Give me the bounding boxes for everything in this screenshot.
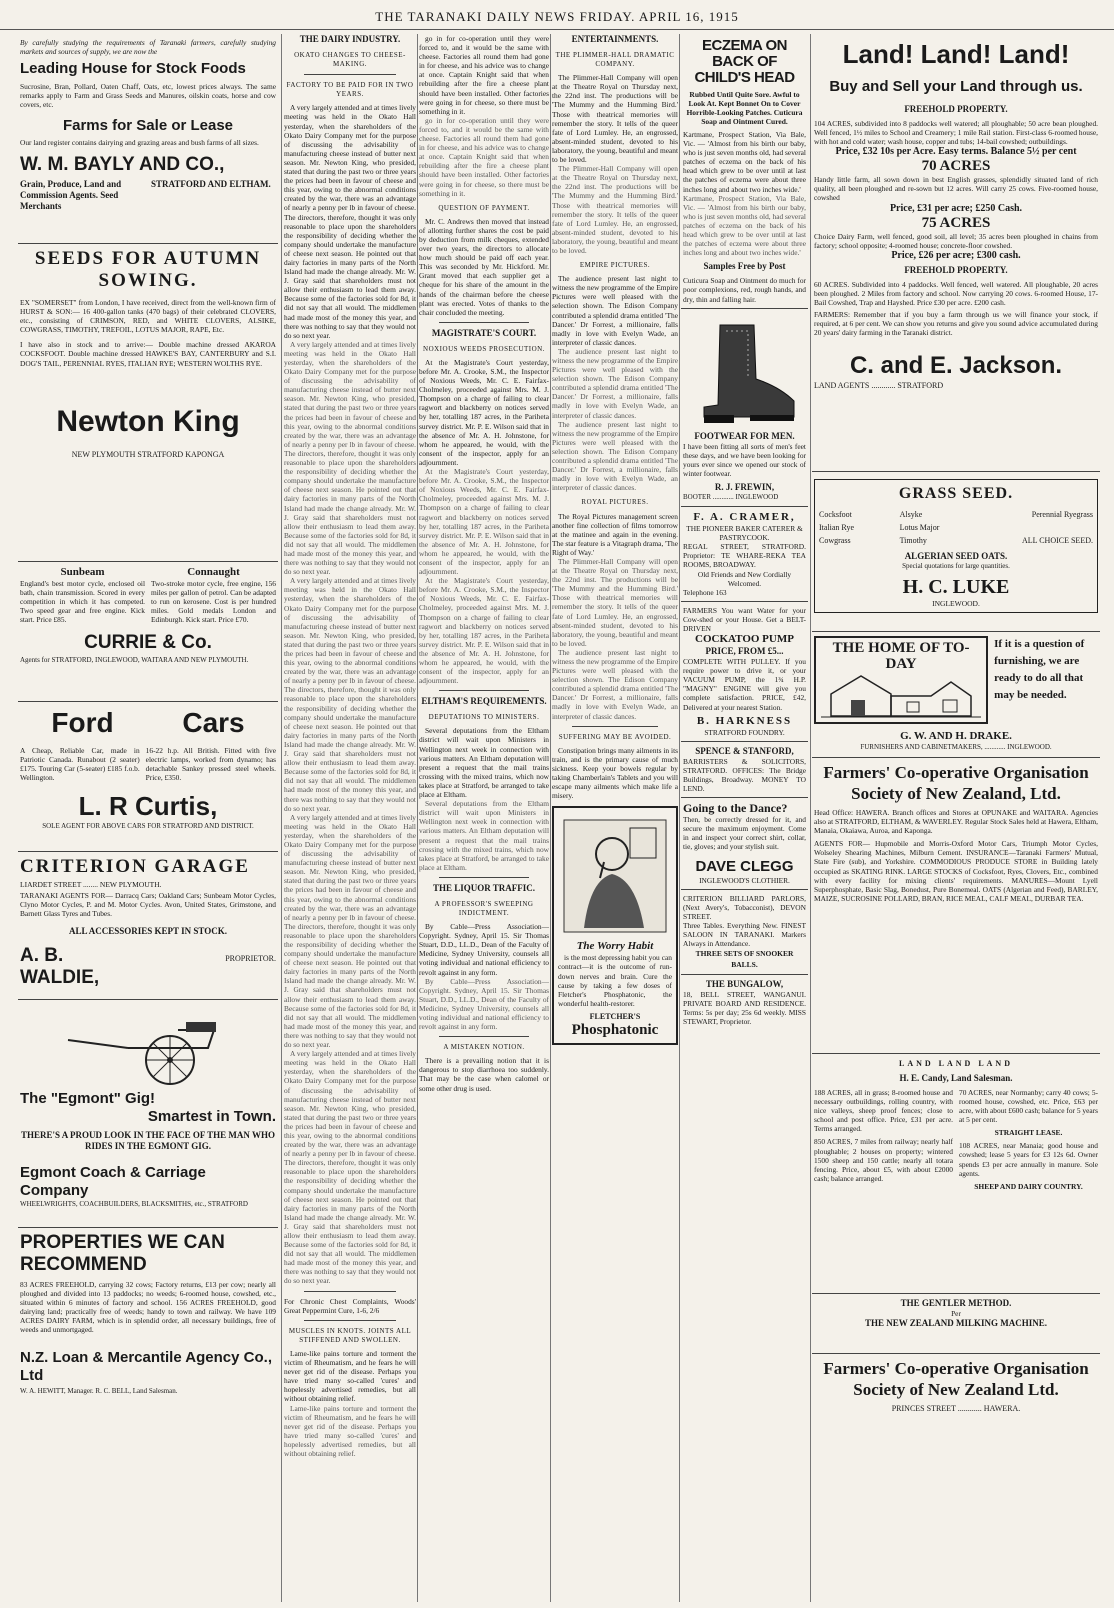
coop-offices: Head Office: HAWERA. Branch offices and Stores at OPUNAKE and WAITARA. Agencies also at STRATFORD, ELTHAM, & WAVERLEY. Regular Stock Sales held at Hawera, Eltham, Manaia, Okaiawa, Auroa, and Kaponga.	[814, 808, 1098, 836]
court-body-continued: At the Magistrate's Court yesterday, before Mr. A. Crooke, S.M., the Inspector of Noxious Weeds, Mr. C. E. Fairfax-Cholmeley, proceeded against Mrs. M. J. Thompson on a charge of failing to clear ragwort and blackberry on notices served by her, totalling 187 acres, in the Pariheta survey district. Mr. P. E. Wilson said that in the absence of Mr. A. H. Johnstone, for whom he appeared, he would, with the consent of the inspector, apply for an adjournment.	[419, 467, 549, 577]
luke-firm: H. C. LUKE	[902, 576, 1010, 599]
garage-body: TARANAKI AGENTS FOR— Darracq Cars; Oakland Cars; Sunbeam Motor Cycles, Clyno Motor Cycles, P. and M. Motor Cycles. Avon, United States, Grimstone, and Barnett Glass Tyres and Tubes.	[20, 891, 276, 919]
properties-title: PROPERTIES WE CAN RECOMMEND	[20, 1232, 225, 1275]
chest-cure-note: For Chronic Chest Complaints, Woods' Great Peppermint Cure, 1-6, 2/6	[284, 1296, 416, 1315]
spence-ad	[681, 742, 808, 798]
sunbeam-text: England's best motor cycle, enclosed oil bath, chain transmission. Scored in every competition in which it has competed. Two speed gear and free engine. Kick start. Price £85.	[20, 579, 145, 625]
eczema-body-continued: Kartmane, Prospect Station, Via Bale, Vic. — 'Almost from his birth our baby, who is just seven months old, had several patches of eczema on the back of his head which grew to be over until at last the patches of eczema were about three inches long and about two inches wide.'	[683, 193, 806, 258]
court-heading: MAGISTRATE'S COURT.	[431, 327, 537, 338]
entertainments-heading: ENTERTAINMENTS.	[571, 34, 659, 44]
cramer-name: F. A. CRAMER,	[693, 511, 796, 524]
billiard-heading: CRITERION BILLIARD PARLORS, (Next Avery's, Tobacconist), DEVON STREET.	[683, 893, 806, 921]
royal-body-continued: The audience present last night to witness the new programme of the Empire Pictures were well pleased with the selection shown. The Edison Company contributed a splendid drama entitled 'The Dancer.' Dr Forrest, a millionaire, falls madly in love with Evelyn Wade, an interpreter of classic dances.	[552, 647, 678, 721]
currie-ad	[18, 562, 278, 702]
cramer-address: REGAL STREET, STRATFORD. Proprietor: TE WHARE-REKA TEA ROOMS, BROADWAY.	[683, 542, 806, 570]
footwear-heading: FOOTWEAR FOR MEN.	[694, 430, 795, 441]
mistake-body: There is a prevailing notion that it is dangerous to stop diarrhoea too suddenly. That may be the case when calomel or some other drug is used.	[419, 1056, 549, 1093]
column-6	[812, 34, 1100, 1602]
bayly-firm-sub: Grain, Produce, Land and Commission Agents. Seed Merchants	[20, 178, 122, 211]
ford-heading: Ford	[51, 707, 114, 738]
ford-text-left: A Cheap, Reliable Car, made in Patriotic Canada. Runabout (2 seater) £175. Touring Car (5-seater) £185 f.o.b. Wellington.	[20, 746, 140, 783]
grass-seed-item: Cowgrass	[819, 536, 851, 546]
phosphatonic-brand: Phosphatonic	[571, 1021, 659, 1038]
worried-man-illustration	[560, 816, 670, 936]
waldie-role: PROPRIETOR.	[225, 954, 276, 964]
column-rule	[810, 34, 811, 1602]
eczema-heading: ECZEMA ON BACK OF CHILD'S HEAD	[694, 37, 795, 86]
column-3	[419, 34, 549, 1602]
property-70-acres: Handy little farm, all sown down in best English grasses, splendidly situated land of rich quality, all been ploughed and re-sown but 12 acres. Will carry 25 cows. Five-roomed house, cowshed	[814, 175, 1098, 203]
newton-king: Newton King	[56, 404, 240, 438]
eltham-heading: ELTHAM'S REQUIREMENTS.	[421, 696, 547, 707]
egmont-body: THERE'S A PROUD LOOK IN THE FACE OF THE MAN WHO RIDES IN THE EGMONT GIG.	[20, 1130, 276, 1151]
frewin-ad	[681, 309, 808, 507]
jackson-sub: LAND AGENTS ............ STRATFORD	[814, 381, 944, 391]
bayly-intro: By carefully studying the requirements of Taranaki farmers, carefully studying markets and sources of supply, we are now the	[20, 38, 276, 57]
curtis-firm: L. R Curtis,	[78, 791, 218, 822]
cramer-sub: THE PIONEER BAKER CATERER & PASTRYCOOK.	[686, 524, 803, 543]
samples-body: Cuticura Soap and Ointment do much for poor complexions, red, rough hands, and dry, thin and falling hair.	[683, 276, 806, 304]
farms-title: Farms for Sale or Lease	[62, 117, 234, 135]
bayly-body: Sucrosine, Bran, Pollard, Oaten Chaff, Oats, etc, lowest prices always. The same remarks apply to Farm and Grass Seeds and Manures, oilskin coats, horse and cow covers, etc.	[20, 82, 276, 110]
harkness-name: B. HARKNESS	[696, 714, 793, 727]
jackson-ad	[812, 34, 1100, 472]
property-108-acres: 108 ACRES, near Manaia; good house and cowshed; lease 5 years for £3 12s 6d. Owner spends £3 per acre annually in manure. Sole agents.	[959, 1141, 1098, 1178]
egmont-ad	[18, 1000, 278, 1228]
column-2	[284, 34, 416, 1602]
grass-seed-item	[980, 523, 1093, 532]
coop-ad	[812, 758, 1100, 1054]
seeds-title: SEEDS FOR AUTUMN SOWING.	[34, 248, 262, 291]
liquor-body: By Cable—Press Association—Copyright. Sydney, April 15. Sir Thomas Stuart, D.D., LL.D., Dean of the Faculty of Medicine, Sydney University, counsels all voting individual and national efficiency to revolt against in any form.	[419, 922, 549, 977]
dairy-body-continued: A very largely attended and at times lively meeting was held in the Okato Hall yesterday, when the shareholders of the Okato Dairy Company met for the purpose of discussing the advisability of manufacturing cheese instead of butter next season. Mr. Newton King, who presided, stated that during the past two or three years the prices had been in favour of cheese and this year, owing to the abnormal conditions created by the war, there was an advantage of nearly a penny per lb in favour of cheese. The directors, therefore, thought it was only reasonable to place upon the shareholders the responsibility of deciding whether the company should undertake the manufacture of cheese next season. He pointed out that dairy factories in many parts of the North Island had made the change already. Mr. W. J. Gray said that shareholders must not allow their enthusiasm to lead them away. Because some of the factories sold for 8d, it did not say that all would. The middlemen had made most of the money this year, and there was nothing to say that they would not do so next year.	[284, 812, 416, 1050]
ford-text-right: 16-22 h.p. All British. Fitted with five electric lamps, worked from dynamo; has detachable Sankey pressed steel wheels. Price, £350.	[145, 746, 276, 783]
mistake-heading: A MISTAKEN NOTION.	[443, 1043, 525, 1052]
dairy-body-continued: A very largely attended and at times lively meeting was held in the Okato Hall yesterday, when the shareholders of the Okato Dairy Company met for the purpose of discussing the advisability of manufacturing cheese instead of butter next season. Mr. Newton King, who presided, stated that during the past two or three years the prices had been in favour of cheese and this year, owing to the abnormal conditions created by the war, there was an advantage of nearly a penny per lb in favour of cheese. The directors, therefore, thought it was only reasonable to place upon the shareholders the responsibility of deciding whether the company should undertake the manufacture of cheese next season. He pointed out that dairy factories in many parts of the North Island had made the change already. Mr. W. J. Gray said that shareholders must not allow their enthusiasm to lead them away. Because some of the factories sold for 8d, it did not say that all would. The middlemen had made most of the money this year, and there was nothing to say that they would not do so next year.	[284, 576, 416, 813]
liquor-body-continued: By Cable—Press Association—Copyright. Sydney, April 15. Sir Thomas Stuart, D.D., LL.D., Dean of the Faculty of Medicine, Sydney University, counsels all voting individual and national efficiency to revolt against in any form.	[419, 976, 549, 1032]
property-188-acres: 188 ACRES, all in grass; 8-roomed house and necessary outbuildings, rolling country, with nice valleys, sheep proof fences; close to school and post office. Price, £31 per acre. Terms arranged.	[814, 1088, 953, 1134]
seeds-body: EX "SOMERSET" from London, I have received, direct from the well-known firm of HURST & SON:— 16 400-gallon tanks (470 bags) of their celebrated CLOVERS, etc., consisting of CRIMSON, RED, and WHITE CLOVERS, ALSIKE, COWGRASS, TIMOTHY, TREFOIL, LOTUS MAJOR, RAPE, Etc.	[20, 298, 276, 335]
waldie-firm: A. B. WALDIE,	[20, 945, 100, 989]
grass-seed-item: Italian Rye	[819, 523, 854, 533]
spence-body: BARRISTERS & SOLICITORS, STRATFORD. OFFICES: The Bridge Buildings, Broadway. MONEY TO LEND.	[683, 756, 806, 794]
ford-ad	[18, 702, 278, 852]
dance-body: Then, be correctly dressed for it, and secure the maximum enjoyment. Come in and inspect your correct shirt, collar, tie, gloves; and your stylish suit.	[683, 815, 806, 852]
garage-kept: ALL ACCESSORIES KEPT IN STOCK.	[69, 926, 227, 937]
empire-body-continued: The audience present last night to witness the new programme of the Empire Pictures were well pleased with the selection shown. The Edison Company contributed a splendid drama entitled 'The Dancer.' Dr Forrest, a millionaire, falls madly in love with Evelyn Wade, an interpreter of classic dances.	[552, 346, 678, 420]
payment-heading: QUESTION OF PAYMENT.	[438, 203, 530, 212]
worry-body: is the most depressing habit you can contract—it is the outcome of run-down nerves and brain. Cure the cause by taking a few doses of Fletcher's Phosphatonic, the wonderful health-restorer.	[558, 953, 672, 1008]
coop-heading: Farmers' Co-operative Organisation Society of New Zealand, Ltd.	[823, 763, 1089, 803]
candy-ad	[812, 1054, 1100, 1294]
milking-machine: THE NEW ZEALAND MILKING MACHINE.	[864, 1318, 1048, 1329]
sunbeam-heading: Sunbeam	[60, 566, 105, 578]
land-heading: Land! Land! Land!	[842, 39, 1070, 69]
land-banner: LAND LAND LAND	[898, 1059, 1013, 1068]
dairy-sub2: FACTORY TO BE PAID FOR IN TWO YEARS.	[286, 81, 414, 99]
empire-body: The audience present last night to witness the new programme of the Empire Pictures were well pleased with the selection shown. The Edison Company contributed a splendid drama entitled 'The Dancer.' Dr Forrest, a millionaire, falls madly in love with Evelyn Wade, an interpreter of classic dances.	[552, 274, 678, 347]
dairy-body-continued: A very largely attended and at times lively meeting was held in the Okato Hall yesterday, when the shareholders of the Okato Dairy Company met for the purpose of discussing the advisability of manufacturing cheese instead of butter next season. Mr. Newton King, who presided, stated that during the past two or three years the prices had been in favour of cheese and this year, owing to the abnormal conditions created by the war, there was an advantage of nearly a penny per lb in favour of cheese. The directors, therefore, thought it was only reasonable to place upon the shareholders the responsibility of deciding whether the company should undertake the manufacture of cheese next season. He pointed out that dairy factories in many parts of the North Island had made the change already. Mr. W. J. Gray said that shareholders must not allow their enthusiasm to lead them away. Because some of the factories sold for 8d, it did not say that all would. The middlemen had made most of the money this year, and there was nothing to say that they would not do so next year.	[284, 1049, 416, 1286]
property-75-acres: Choice Dairy Farm, well fenced, good soil, all level; 35 acres been ploughed in chains from factory; school opposite; 4-roomed house; concrete-floor cowshed.	[814, 231, 1098, 250]
muscles-heading: MUSCLES IN KNOTS. JOINTS ALL STIFFENED AND SWOLLEN.	[288, 1326, 412, 1344]
property-104-price: Price, £32 10s per Acre. Easy terms. Balance 5½ per cent	[835, 146, 1077, 158]
garage-address: LIARDET STREET ........ NEW PLYMOUTH.	[20, 880, 162, 889]
frewin-name: R. J. FREWIN,	[714, 481, 775, 492]
drake-ad	[812, 632, 1100, 758]
coop-footer: Farmers' Co-operative Organisation Society of New Zealand Ltd.	[823, 1359, 1089, 1399]
bayly-ad	[18, 34, 278, 244]
pump-intro: FARMERS You want Water for your Cow-shed or your House. Get a BELT-DRIVEN	[683, 605, 806, 633]
dairy-continued: go in for co-operation until they were forced to, and it would be the same with cheese. Factories all round them had gone in for cheese, and his advice was to change at once. Captain Knight said that when rebuilding after the fire a cheese plant should have been installed. Other factories were going in for cheese, so there must be something in it.	[419, 34, 549, 116]
luke-ad	[812, 472, 1100, 632]
seeds-ad	[18, 244, 278, 562]
column-rule	[417, 34, 418, 1602]
bayly-firm: W. M. BAYLY AND CO.,	[20, 153, 225, 175]
curtis-agents: SOLE AGENT FOR ABOVE CARS FOR STRATFORD AND DISTRICT.	[42, 822, 254, 831]
egmont-sub: WHEELWRIGHTS, COACHBUILDERS, BLACKSMITHS, etc., STRATFORD	[20, 1200, 248, 1208]
property-850-acres: 850 ACRES, 7 miles from railway; nearly half ploughable; 2 houses on property; wintered 1500 sheep and 150 cattle; nearly all totara fencing. Price, about £5, with about £2000 cash; balance arranged.	[814, 1137, 953, 1183]
property-75-price: Price, £26 per acre; £300 cash.	[891, 249, 1021, 261]
drake-sub: FURNISHERS AND CABINETMAKERS, ............ INGLEWOOD.	[860, 743, 1052, 752]
egmont-tag: Smartest in Town.	[147, 1108, 276, 1125]
home-text: If it is a question of furnishing, we are ready to do all that may be needed.	[994, 638, 1085, 701]
muscles-body-continued: Lame-like pains torture and torment the victim of Rheumatism, and he fears he will never get rid of the disease. Perhaps you have tried many so-called 'cures' and hopelessly advertised remedies, but all without obtaining relief.	[284, 1403, 416, 1458]
bungalow-ad	[681, 975, 808, 1030]
pump-heading: COCKATOO PUMP	[695, 633, 794, 646]
straight-lease-heading: STRAIGHT LEASE.	[994, 1128, 1063, 1138]
liquor-sub: A PROFESSOR'S SWEEPING INDICTMENT.	[434, 899, 534, 917]
land-sub: Buy and Sell your Land through us.	[829, 78, 1083, 95]
eltham-sub: DEPUTATIONS TO MINISTERS.	[428, 713, 540, 722]
property-70-price: Price, £31 per acre; £250 Cash.	[889, 202, 1023, 214]
garage-ad	[18, 852, 278, 1000]
phosphatonic-ad	[552, 806, 678, 1045]
eltham-body: Several deputations from the Eltham district will wait upon Ministers in Wellington next week in connection with various matters. An Eltham deputation will present a request that the mail trains crossing with the mixed trains, which now takes place at Stratford, be arranged to take place at Eltham.	[419, 726, 549, 800]
boot-illustration	[690, 317, 800, 427]
frewin-sub: BOOTER ............ INGLEWOOD	[683, 492, 779, 501]
billiard-body: Three Tables. Everything New. FINEST SALOON IN TARANAKI. Markers Always in Attendance.	[683, 920, 806, 949]
dairy-body: A very largely attended and at times lively meeting was held in the Okato Hall yesterday, when the shareholders of the Okato Dairy Company met for the purpose of discussing the advisability of manufacturing cheese instead of butter next season. Mr. Newton King, who presided, stated that during the past two or three years the prices had been in favour of cheese and this year, owing to the abnormal conditions created by the war, there was an advantage of nearly a penny per lb in favour of cheese. The directors, therefore, thought it was only reasonable to place upon the shareholders the responsibility of deciding whether the company should undertake the manufacture of cheese next season. He pointed out that dairy factories in many parts of the North Island had made the change already. Mr. W. J. Gray said that shareholders must not allow their enthusiasm to lead them away. Because some of the factories sold for 8d, it did not say that all would. The middlemen had made most of the money this year, and there was nothing to say that they would not do so next year.	[284, 103, 416, 340]
house-illustration	[821, 672, 981, 718]
bayly-places: STRATFORD AND ELTHAM.	[151, 178, 271, 189]
coop-footer-ad	[812, 1354, 1100, 1417]
clegg-sub: INGLEWOOD'S CLOTHIER.	[699, 875, 790, 885]
gentler-heading: THE GENTLER METHOD.	[900, 1298, 1012, 1308]
column-rule	[550, 34, 551, 1602]
dairy-heading: THE DAIRY INDUSTRY.	[299, 34, 401, 44]
spence-name: SPENCE & STANFORD,	[695, 745, 794, 756]
footwear-body: I have been fitting all sorts of men's feet these days, and we have been looking for yours ever since we opened our stock of winter footwear.	[683, 441, 806, 478]
payment-body: Mr. C. Andrews then moved that instead of allotting further shares the cost be paid by deduction from milk cheques, extended over two years, the directors to allocate how much should be paid off each year. This was seconded by Mr. Hickford. Mr. Grant moved that each supplier get a cheque for his share of the amount in the hands of the chairman before the cheese plant was erected. Votes of thanks to the chair concluded the meeting.	[419, 216, 549, 317]
properties-body: 83 ACRES FREEHOLD, carrying 32 cows; Factory returns, £13 per cow; nearly all ploughed and divided into 13 paddocks; no weeds; 6-roomed house, cowshed, etc., situated within 6 minutes of factory and school. 156 ACRES FREEHOLD, good dairying land; practically free of weeds; handy to town and railway. We have 109 ACRES DAIRY FARM, which is in splendid order, all necessary buildings, free of weeds and unmortgaged.	[20, 1280, 276, 1335]
dairy-body-continued: A very largely attended and at times lively meeting was held in the Okato Hall yesterday, when the shareholders of the Okato Dairy Company met for the purpose of discussing the advisability of manufacturing cheese instead of butter next season. Mr. Newton King, who presided, stated that during the past two or three years the prices had been in favour of cheese and this year, owing to the abnormal conditions created by the war, there was an advantage of nearly a penny per lb in favour of cheese. The directors, therefore, thought it was only reasonable to place upon the shareholders the responsibility of deciding whether the company should undertake the manufacture of cheese next season. He pointed out that dairy factories in many parts of the North Island had made the change already. Mr. W. J. Gray said that shareholders must not allow their enthusiasm to lead them away. Because some of the factories sold for 8d, it did not say that all would. The middlemen had made most of the money this year, and there was nothing to say that they would not do so next year.	[284, 339, 416, 577]
eczema-body: Kartmane, Prospect Station, Via Bale, Vic. — 'Almost from his birth our baby, who is just seven months old, had several patches of eczema on the back of his head which grew to be over until at last the patches of eczema were about three inches long and about two inches wide.'	[683, 130, 806, 194]
suffering-body: Constipation brings many ailments in its train, and is the primary cause of much sickness. Keep your bowels regular by taking Chamberlain's Tablets and you will escape many ailments which make life a misery.	[552, 745, 678, 801]
samples-heading: Samples Free by Post	[703, 261, 786, 272]
grass-seed-list	[819, 510, 1093, 545]
suffering-heading: SUFFERING MAY BE AVOIDED.	[558, 732, 672, 741]
nz-loan-firm: N.Z. Loan & Mercantile Agency Co., Ltd	[20, 1348, 272, 1384]
column-5	[681, 34, 808, 1602]
plimmer-heading: THE PLIMMER-HALL DRAMATIC COMPANY.	[555, 51, 675, 69]
liquor-heading: THE LIQUOR TRAFFIC.	[432, 882, 536, 893]
grass-seed-heading: GRASS SEED.	[898, 485, 1014, 502]
masthead: THE TARANAKI DAILY NEWS FRIDAY. APRIL 16, 1915	[0, 0, 1114, 30]
nz-loan-names: W. A. HEWITT, Manager. R. C. BELL, Land Salesman.	[20, 1386, 178, 1395]
grass-seed-item: Timothy	[899, 536, 927, 546]
grass-seed-item: Cocksfoot	[819, 510, 852, 519]
empire-heading: EMPIRE PICTURES.	[579, 261, 651, 270]
coop-agents: AGENTS FOR— Hupmobile and Morris-Oxford Motor Cars, Triumph Motor Cycles, Wolseley Shearing Machines, Milburn Cement. INSURANCE—Taranaki Farmers' Mutual, State Fire (sub), and Yorkshire. COMMODIOUS PRODUCE STORE in Building lately occupied as SKATING RINK. LARGE STOCKS of Cocksfoot, Ryes, Clovers, Etc., combined with every facility for mixing clients' requirements. MANURES—Mount Lyell Superphosphate, Basic Slag, Bonedust, Pure Bonemeal. OATS (Algerian and Feed), BARLEY, MAIZE, SUCROSINE POLLARD, BRAN, RICE MEAL, CALF MEAL, DURBAR TEA.	[814, 839, 1098, 903]
billiard-snooker: THREE SETS OF SNOOKER BALLS.	[695, 949, 794, 970]
garage-title: CRITERION GARAGE	[20, 856, 250, 877]
property-70-acres-normanby: 70 ACRES, near Normanby; carry 40 cows; 5-roomed house, cowshed, etc. Price, £63 per acre, with about £600 cash; balance for 5 years at 5 per cent.	[959, 1088, 1098, 1125]
farmers-note: FARMERS: Remember that if you buy a farm through us we will finance your stock, if required, at 6 per cent. We can show you returns and give you sound advice accumulated during 20 years' dairy farming in the Taranaki district.	[814, 310, 1098, 338]
freehold-heading: FREEHOLD PROPERTY.	[904, 104, 1008, 114]
connaught-text: Two-stroke motor cycle, free engine, 156 miles per gallon of petrol. Can be adapted to run on kerosene. Cost is per hundred miles. Gold medals London and Edinburgh. Kick start. Price £70.	[151, 579, 276, 625]
currie-firm: CURRIE & Co.	[84, 632, 212, 654]
properties-ad	[18, 1228, 278, 1448]
royal-heading: ROYAL PICTURES.	[581, 498, 649, 507]
pump-ad	[681, 602, 808, 742]
luke-note: Special quotations for large quantities.	[902, 562, 1010, 571]
muscles-body: Lame-like pains torture and torment the victim of Rheumatism, and he fears he will never get rid of the disease. Perhaps you have tried many so-called 'cures' and hopelessly advertised remedies, but all without obtaining relief.	[284, 1348, 416, 1404]
court-sub: NOXIOUS WEEDS PROSECUTION.	[423, 344, 545, 353]
column-4	[552, 34, 678, 1602]
bayly-title: Leading House for Stock Foods	[20, 60, 246, 78]
pump-body: COMPLETE WITH PULLEY. If you require power to drive it, or your VACUUM PUMP, the 1¾ H.P. "MAGNY" ENGINE will give you complete satisfaction. PRICE, £42, Delivered at your nearest Station.	[683, 657, 806, 712]
freehold-heading-2: FREEHOLD PROPERTY.	[904, 264, 1008, 275]
egmont-title: The "Egmont" Gig!	[20, 1090, 156, 1107]
cramer-ad	[681, 507, 808, 602]
property-60-acres: 60 ACRES. Subdivided into 4 paddocks. Well fenced, well watered. All ploughable, 20 acres been ploughed. 2 Miles from factory and school. Now carrying 20 cows. 6-roomed House, 17-Bail Cowshed, Trap and Hayshed. Price £30 per acre. £200 cash.	[814, 279, 1098, 307]
property-104-acres: 104 ACRES, subdivided into 8 paddocks well watered; all ploughable; 50 acre bean ploughed. Well fenced, 1½ miles to School and Creamery; 1 mile Rail station. First-class 6-roomed house, with hot and cold water; wash house, copper and tubs; 14-bail cowshed; outbuildings.	[814, 119, 1098, 147]
column-rule	[281, 34, 282, 1602]
drake-firm: G. W. AND H. DRAKE.	[900, 730, 1012, 743]
plimmer-body: The Plimmer-Hall Company will open at the Theatre Royal on Thursday next, the 22nd inst. The productions will be 'The Mummy and the Humming Bird.' Those with theatrical memories will remember the story. It tells of the queer fate of Lord Lumley. He, an engrossed, absent-minded student, devoted to his laboratory, the young, beautiful and meant to be loved.	[552, 73, 678, 165]
eltham-body-continued: Several deputations from the Eltham district will wait upon Ministers in Wellington next week in connection with various matters. An Eltham deputation will present a request that the mail trains crossing with the mixed trains, which now takes place at Stratford, be arranged to take place at Eltham.	[419, 799, 549, 872]
court-body-continued: At the Magistrate's Court yesterday, before Mr. A. Crooke, S.M., the Inspector of Noxious Weeds, Mr. C. E. Fairfax-Cholmeley, proceeded against Mrs. M. J. Thompson on a charge of failing to clear ragwort and blackberry on notices served by her, totalling 187 acres, in the Pariheta survey district. Mr. P. E. Wilson said that in the absence of Mr. A. H. Johnstone, for whom he appeared, he would, with the consent of the inspector, apply for an adjournment.	[419, 576, 549, 686]
empire-body-continued: The audience present last night to witness the new programme of the Empire Pictures were well pleased with the selection shown. The Edison Company contributed a splendid drama entitled 'The Dancer.' Dr Forrest, a millionaire, falls madly in love with Evelyn Wade, an interpreter of classic dances.	[552, 419, 678, 493]
acres-70-heading: 70 ACRES	[921, 158, 991, 175]
billiard-ad	[681, 890, 808, 976]
luke-sub: INGLEWOOD.	[932, 599, 980, 609]
royal-body: The Royal Pictures management screen another fine collection of films tomorrow at the matinee and again in the evening. The star feature is a Vitagraph drama, 'The Right of Way.'	[552, 511, 678, 557]
coop-street: PRINCES STREET ............ HAWERA.	[891, 1404, 1021, 1413]
dairy-sub1: OKATO CHANGES TO CHEESE-MAKING.	[294, 51, 406, 69]
connaught-heading: Connaught	[187, 566, 240, 578]
grass-seed-item: Perennial Ryegrass	[1031, 510, 1093, 519]
fletchers-brand: FLETCHER'S	[589, 1011, 641, 1021]
eczema-sub: Rubbed Until Quite Sore. Awful to Look At. Kept Bonnet On to Cover Horrible-Looking Patches. Cuticura Soap and Ointment Cured.	[686, 90, 803, 126]
column-1	[18, 34, 278, 1602]
egmont-firm: Egmont Coach & Carriage Company	[20, 1164, 206, 1199]
royal-body-continued: The Plimmer-Hall Company will open at the Theatre Royal on Thursday next, the 22nd inst. The productions will be 'The Mummy and the Humming Bird.' Those with theatrical memories will remember the story. It tells of the queer fate of Lord Lumley. He, an engrossed, absent-minded student, devoted to his laboratory, the young, beautiful and meant to be loved.	[552, 556, 678, 648]
jackson-firm: C. and E. Jackson.	[849, 352, 1063, 380]
harkness-sub: STRATFORD FOUNDRY.	[704, 727, 785, 737]
sheep-heading: SHEEP AND DAIRY COUNTRY.	[974, 1181, 1083, 1191]
seeds-places: NEW PLYMOUTH STRATFORD KAPONGA	[71, 449, 225, 459]
bungalow-name: THE BUNGALOW,	[705, 979, 784, 990]
gig-illustration	[58, 1008, 238, 1086]
grass-seed-item: Lotus Major	[899, 523, 940, 533]
seeds-stock: I have also in stock and to arrive:— Double machine dressed AKAROA COCKSFOOT. Double machine dressed HAWKE'S BAY, CANTERBURY and S.I. DOG'S TAIL, PERENNIAL RYES, ITALIAN RYE; WESTERN WOLTHS RYE.	[20, 340, 276, 368]
clegg-name: DAVE CLEGG	[695, 857, 794, 875]
worry-title: The Worry Habit	[576, 940, 654, 953]
milking-ad	[812, 1294, 1100, 1354]
dairy-continued: go in for co-operation until they were forced to, and it would be the same with cheese. Factories all round them had gone in for cheese, and his advice was to change at once. Captain Knight said that when rebuilding after the fire a cheese plant should have been installed. Other factories were going in for cheese, so there must be something in it.	[419, 115, 549, 198]
bungalow-body: 18, BELL STREET, WANGANUI. PRIVATE BOARD AND RESIDENCE. Terms: 5s per day; 25s 6d weekly. MISS STEWART, Proprietor.	[683, 990, 806, 1027]
cramer-welcome: Old Friends and New Cordially Welcomed.	[697, 569, 792, 588]
per-label: Per	[951, 1309, 961, 1318]
acres-75-heading: 75 ACRES	[921, 214, 991, 231]
pump-price: PRICE, FROM £5...	[705, 646, 784, 657]
eczema-ad	[681, 34, 808, 309]
candy-name: H. E. Candy, Land Salesman.	[899, 1073, 1013, 1083]
cars-heading: Cars	[182, 707, 245, 738]
column-rule	[679, 34, 680, 1602]
plimmer-body-continued: The Plimmer-Hall Company will open at the Theatre Royal on Thursday next, the 22nd inst. The productions will be 'The Mummy and the Humming Bird.' Those with theatrical memories will remember the story. It tells of the queer fate of Lord Lumley. He, an engrossed, absent-minded student, devoted to his laboratory, the young, beautiful and meant to be loved.	[552, 164, 678, 255]
grass-seed-item: ALL CHOICE SEED.	[1021, 536, 1093, 546]
home-heading: THE HOME OF TO-DAY	[832, 640, 970, 672]
currie-agents: Agents for STRATFORD, INGLEWOOD, WAITARA AND NEW PLYMOUTH.	[20, 656, 249, 665]
clegg-ad	[681, 798, 808, 889]
algerian-oats: ALGERIAN SEED OATS.	[904, 551, 1008, 562]
court-body: At the Magistrate's Court yesterday, before Mr. A. Crooke, S.M., the Inspector of Noxious Weeds, Mr. C. E. Fairfax-Cholmeley, proceeded against Mrs. M. J. Thompson on a charge of failing to clear ragwort and blackberry on notices served by her, totalling 187 acres, in the Pariheta survey district. Mr. P. E. Wilson said that in the absence of Mr. A. H. Johnstone, for whom he appeared, he would, with the consent of the inspector, apply for an adjournment.	[419, 357, 549, 467]
farms-body: Our land register contains dairying and grazing areas and bush farms of all sizes.	[20, 138, 259, 148]
cramer-telephone: Telephone 163	[683, 587, 727, 597]
grass-seed-item: Alsyke	[899, 510, 923, 519]
dance-heading: Going to the Dance?	[683, 801, 788, 816]
